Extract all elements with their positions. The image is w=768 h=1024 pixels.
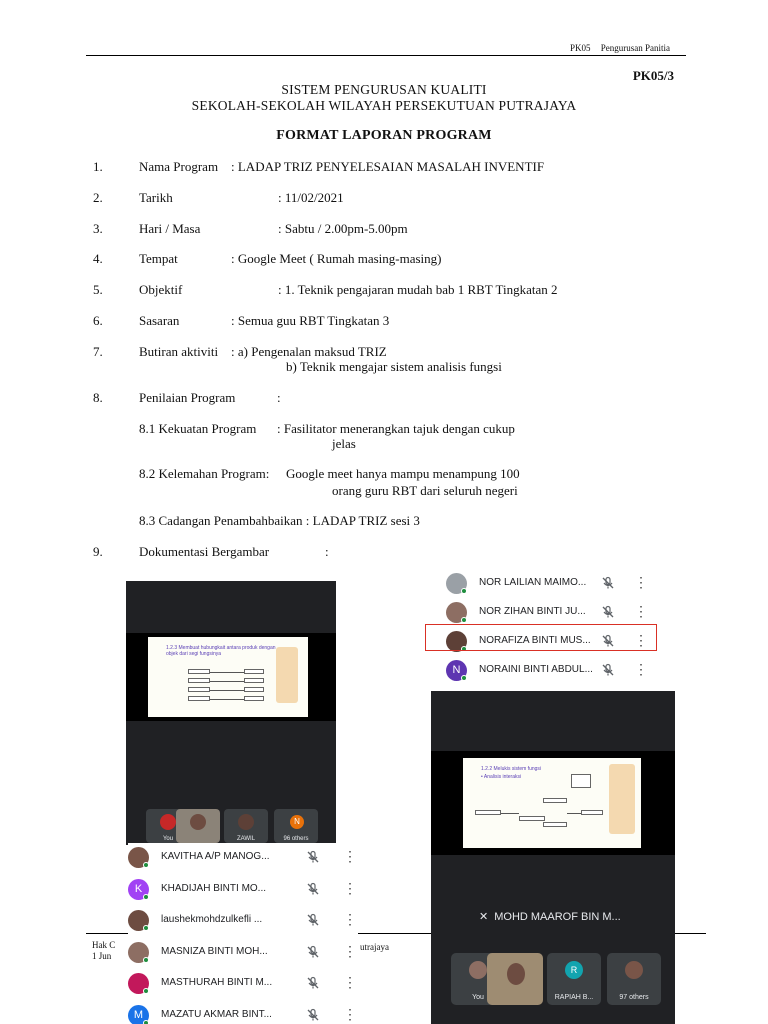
strength-value-2: jelas — [332, 436, 356, 451]
item-label: Hari / Masa — [139, 221, 201, 236]
weakness-value: Google meet hanya mampu menampung 100 — [286, 466, 520, 481]
more-options-icon[interactable]: ⋮ — [343, 911, 357, 927]
tile-video[interactable] — [176, 809, 220, 843]
participant-row[interactable] — [128, 906, 358, 934]
item-label: Tempat — [139, 251, 178, 266]
participant-name: NOR ZIHAN BINTI JU... — [479, 606, 586, 617]
item-value: : — [277, 390, 281, 405]
item-value: : LADAP TRIZ PENYELESAIAN MASALAH INVENTIF — [231, 159, 545, 174]
diagram-box — [244, 678, 264, 683]
diagram-box — [519, 816, 545, 821]
more-options-icon[interactable]: ⋮ — [634, 574, 648, 590]
item-value: : 1. Teknik pengajaran mudah bab 1 RBT Tingkatan 2 — [278, 282, 558, 297]
item-value: : — [325, 544, 329, 559]
participant-row[interactable] — [128, 969, 358, 997]
item-label: Objektif — [139, 282, 183, 297]
diagram-box — [543, 822, 567, 827]
diagram-arrow — [210, 690, 244, 691]
mic-off-icon[interactable] — [306, 850, 320, 864]
diagram-box — [244, 669, 264, 674]
tile-caption: 97 others — [619, 994, 649, 1001]
item-value: : a) Pengenalan maksud TRIZ — [231, 344, 387, 359]
avatar — [190, 814, 206, 830]
diagram-box — [188, 696, 210, 701]
meet-screenshot-2 — [431, 691, 675, 1024]
online-status-dot — [143, 988, 149, 994]
item-label: Sasaran — [139, 313, 180, 328]
presenter-name — [479, 910, 621, 923]
ref-code: PK05 — [570, 43, 591, 53]
participant-name: NORAFIZA BINTI MUS... — [479, 635, 591, 646]
diagram-box — [244, 696, 264, 701]
strength-label: 8.1 Kekuatan Program — [139, 421, 257, 436]
more-options-icon[interactable]: ⋮ — [343, 942, 357, 959]
slide-subheading: • Analisis interaksi — [481, 774, 522, 780]
mic-off-icon[interactable] — [306, 976, 320, 990]
avatar — [160, 814, 176, 830]
item-value: : 11/02/2021 — [278, 190, 344, 205]
more-options-icon[interactable]: ⋮ — [343, 848, 357, 864]
slide-illustration — [276, 647, 298, 703]
title-line-1: SISTEM PENGURUSAN KUALITI — [281, 82, 487, 97]
mic-off-icon: ✕ — [479, 911, 489, 923]
item-value: : Sabtu / 2.00pm-5.00pm — [278, 221, 408, 236]
item-label: Dokumentasi Bergambar — [139, 544, 270, 559]
more-options-icon[interactable]: ⋮ — [634, 603, 648, 619]
item-value: : Semua guu RBT Tingkatan 3 — [231, 313, 390, 328]
mic-off-icon[interactable] — [601, 576, 615, 590]
online-status-dot — [143, 894, 149, 900]
tile-zawil[interactable] — [224, 809, 268, 843]
online-status-dot — [143, 957, 149, 963]
highlight-box — [425, 624, 657, 651]
item-7-value-2: b) Teknik mengajar sistem analisis fungsi — [286, 359, 502, 374]
avatar: M — [128, 1005, 149, 1024]
suggestion: 8.3 Cadangan Penambahbaikan : LADAP TRIZ sesi 3 — [139, 513, 420, 528]
diagram-box — [188, 669, 210, 674]
avatar — [238, 814, 254, 830]
item-label: Nama Program — [139, 159, 219, 174]
online-status-dot — [143, 1020, 149, 1024]
participant-row[interactable] — [128, 938, 358, 966]
item-number: 3. — [93, 221, 103, 236]
diagram-arrow — [210, 699, 244, 700]
participant-name: MASTHURAH BINTI M... — [161, 977, 273, 988]
online-status-dot — [143, 862, 149, 868]
tile-caption: ZAWIL — [236, 836, 256, 842]
avatar — [507, 963, 525, 985]
tile-caption: 96 others — [283, 836, 309, 842]
strength-value: : Fasilitator menerangkan tajuk dengan cukup — [277, 421, 515, 436]
presentation-slide — [148, 637, 308, 717]
diagram-box — [244, 687, 264, 692]
slide-heading: 1.2.2 Melukis sistem fungsi — [481, 766, 542, 772]
diagram-arrow — [501, 813, 519, 814]
footer-left-1: Hak C — [92, 940, 116, 950]
weakness-value-2: orang guru RBT dari seluruh negeri — [332, 483, 518, 498]
avatar: K — [128, 879, 149, 900]
item-number: 1. — [93, 159, 103, 174]
participant-name: KAVITHA A/P MANOG... — [161, 851, 270, 862]
header-rule — [86, 55, 686, 56]
avatar — [469, 961, 487, 979]
mic-off-icon[interactable] — [601, 605, 615, 619]
tile-caption: RAPIAH B... — [554, 994, 594, 1001]
meet-screenshot-1 — [126, 581, 336, 845]
participant-name: KHADIJAH BINTI MO... — [161, 882, 267, 894]
item-number: 9. — [93, 544, 103, 559]
more-options-icon[interactable]: ⋮ — [634, 632, 648, 648]
tile-others[interactable] — [607, 953, 661, 1005]
participant-row[interactable] — [128, 843, 358, 871]
participant-row[interactable] — [446, 656, 652, 684]
item-number: 8. — [93, 390, 103, 405]
diagram-box — [571, 774, 591, 788]
item-value: : Google Meet ( Rumah masing-masing) — [231, 251, 442, 266]
tile-video[interactable] — [487, 953, 543, 1005]
footer-left-2: 1 Jun — [92, 951, 112, 961]
header-ref — [570, 43, 678, 53]
item-number: 7. — [93, 344, 103, 359]
online-status-dot — [461, 588, 467, 594]
item-label: Butiran aktiviti — [139, 344, 219, 359]
online-status-dot — [143, 925, 149, 931]
report-title: FORMAT LAPORAN PROGRAM — [276, 128, 492, 143]
diagram-arrow — [567, 813, 581, 814]
participant-name: NORAINI BINTI ABDUL... — [479, 664, 593, 675]
diagram-box — [188, 687, 210, 692]
item-number: 5. — [93, 282, 103, 297]
ref-title: Pengurusan Panitia — [600, 43, 671, 53]
participant-name: MASNIZA BINTI MOH... — [161, 945, 268, 957]
more-options-icon[interactable]: ⋮ — [343, 974, 357, 990]
diagram-box — [543, 798, 567, 803]
mic-off-icon[interactable] — [306, 1008, 320, 1022]
avatar-initial: R — [565, 961, 583, 979]
slide-heading: 1.2.3 Membuat hubungkait antara produk dengan objek dari segi fungsinya — [166, 645, 276, 657]
participant-row[interactable] — [446, 569, 652, 597]
more-options-icon[interactable]: ⋮ — [343, 879, 357, 896]
presenter-label: MOHD MAAROF BIN M... — [494, 911, 621, 923]
online-status-dot — [461, 675, 467, 681]
item-number: 2. — [93, 190, 103, 205]
more-options-icon[interactable]: ⋮ — [634, 661, 648, 677]
footer-right: utrajaya — [360, 942, 389, 952]
diagram-arrow — [210, 681, 244, 682]
more-options-icon[interactable]: ⋮ — [343, 1005, 357, 1022]
participant-name: MAZATU AKMAR BINT... — [161, 1008, 272, 1020]
diagram-box — [581, 810, 603, 815]
participant-row[interactable] — [128, 1001, 358, 1024]
title-line-2: SEKOLAH-SEKOLAH WILAYAH PERSEKUTUAN PUTRAJAYA — [191, 98, 577, 113]
diagram-box — [475, 810, 501, 815]
item-number: 6. — [93, 313, 103, 328]
avatar — [625, 961, 643, 979]
diagram-box — [188, 678, 210, 683]
item-number: 4. — [93, 251, 103, 266]
mic-off-icon[interactable] — [306, 882, 320, 896]
avatar: N — [446, 660, 467, 681]
participant-name: laushekmohdzulkefli ... — [161, 914, 263, 925]
tile-caption: You — [472, 994, 484, 1001]
participant-list-bottom — [128, 843, 358, 1024]
mic-off-icon[interactable] — [306, 913, 320, 927]
slide-illustration — [609, 764, 635, 834]
tile-others[interactable] — [274, 809, 318, 843]
participant-row[interactable] — [446, 598, 652, 626]
participant-name: NOR LAILIAN MAIMO... — [479, 577, 587, 588]
participant-row[interactable] — [128, 875, 358, 903]
mic-off-icon[interactable] — [306, 945, 320, 959]
weakness-label: 8.2 Kelemahan Program: — [139, 466, 270, 481]
tile-caption: You — [162, 836, 174, 842]
item-label: Tarikh — [139, 190, 173, 205]
presentation-slide — [463, 758, 641, 848]
avatar-initial: N — [290, 815, 304, 829]
online-status-dot — [461, 617, 467, 623]
item-label: Penilaian Program — [139, 390, 236, 405]
mic-off-icon[interactable] — [601, 663, 615, 677]
diagram-arrow — [210, 672, 244, 673]
tile-rapiah[interactable] — [547, 953, 601, 1005]
doc-code: PK05/3 — [632, 68, 674, 83]
